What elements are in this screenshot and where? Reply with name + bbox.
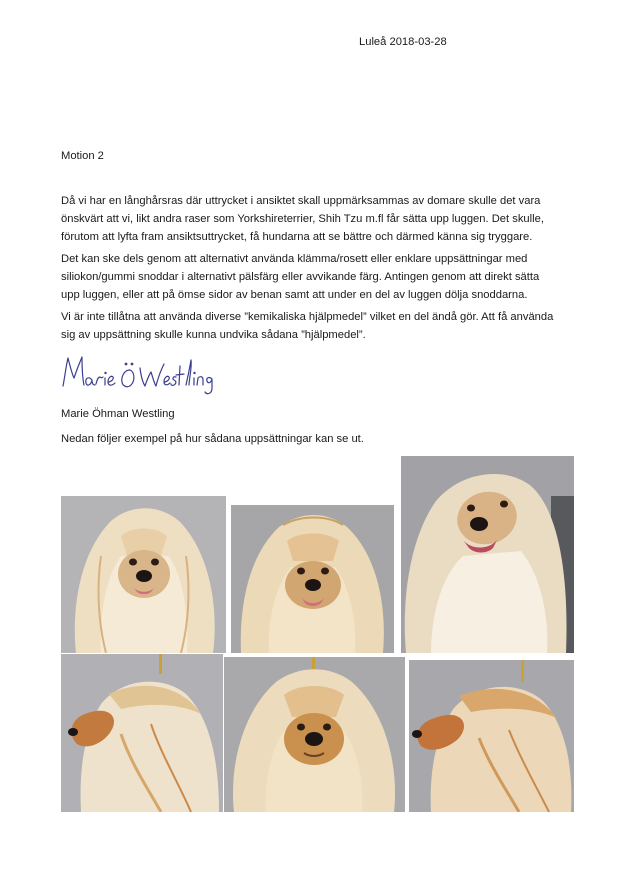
dog-photo-front-3 — [224, 657, 405, 812]
paragraph-line: sig av uppsättning skulle kunna undvika sådana ”hjälpmedel”. — [61, 329, 366, 341]
handwritten-signature — [58, 348, 218, 396]
paragraph-3 — [61, 308, 553, 344]
paragraph-line: siliokon/gummi snoddar i alternativt pälsfärg eller avvikande färg. Antingen genom att direkt sätta — [61, 271, 540, 283]
paragraph-1 — [61, 192, 544, 246]
dog-photo-profile-left-2 — [409, 660, 574, 812]
paragraph-line: önskvärt att vi, likt andra raser som Yorkshireterrier, Shih Tzu m.fl får sätta upp luggen. Det skulle, — [61, 213, 544, 225]
dog-photo-profile-left — [61, 654, 223, 812]
dog-photo-front-1 — [61, 496, 226, 653]
paragraph-line: förutom att lyfta fram ansiktsuttrycket, få hundarna att se bättre och därmed känna sig tryggare. — [61, 231, 533, 243]
date-line: Luleå 2018-03-28 — [359, 36, 447, 48]
letter-heading: Motion 2 — [61, 150, 104, 162]
dog-face-front-icon — [61, 496, 226, 653]
paragraph-2 — [61, 250, 539, 304]
paragraph-line: upp luggen, eller att på ömse sidor av benan samt att under en del av luggen dölja snoddarna. — [61, 289, 528, 301]
signer-name: Marie Öhman Westling — [61, 408, 175, 420]
dog-face-front-icon — [231, 505, 394, 653]
photo-intro-line: Nedan följer exempel på hur sådana uppsättningar kan se ut. — [61, 433, 364, 445]
dog-face-front-icon — [224, 657, 405, 812]
paragraph-line: Det kan ske dels genom att alternativt använda klämma/rosett eller enklare uppsättningar med — [61, 253, 528, 265]
dog-profile-icon — [61, 654, 223, 812]
paragraph-line: Vi är inte tillåtna att använda diverse ”kemikaliska hjälpmedel” vilket en del ändå gör. Att få använda — [61, 311, 554, 323]
dog-photo-front-2 — [231, 505, 394, 653]
paragraph-line: Då vi har en långhårsras där uttrycket i ansiktet skall uppmärksammas av domare skulle det vara — [61, 195, 541, 207]
dog-profile-icon — [409, 660, 574, 812]
dog-photo-tilted — [401, 456, 574, 653]
dog-face-tilted-icon — [401, 456, 574, 653]
